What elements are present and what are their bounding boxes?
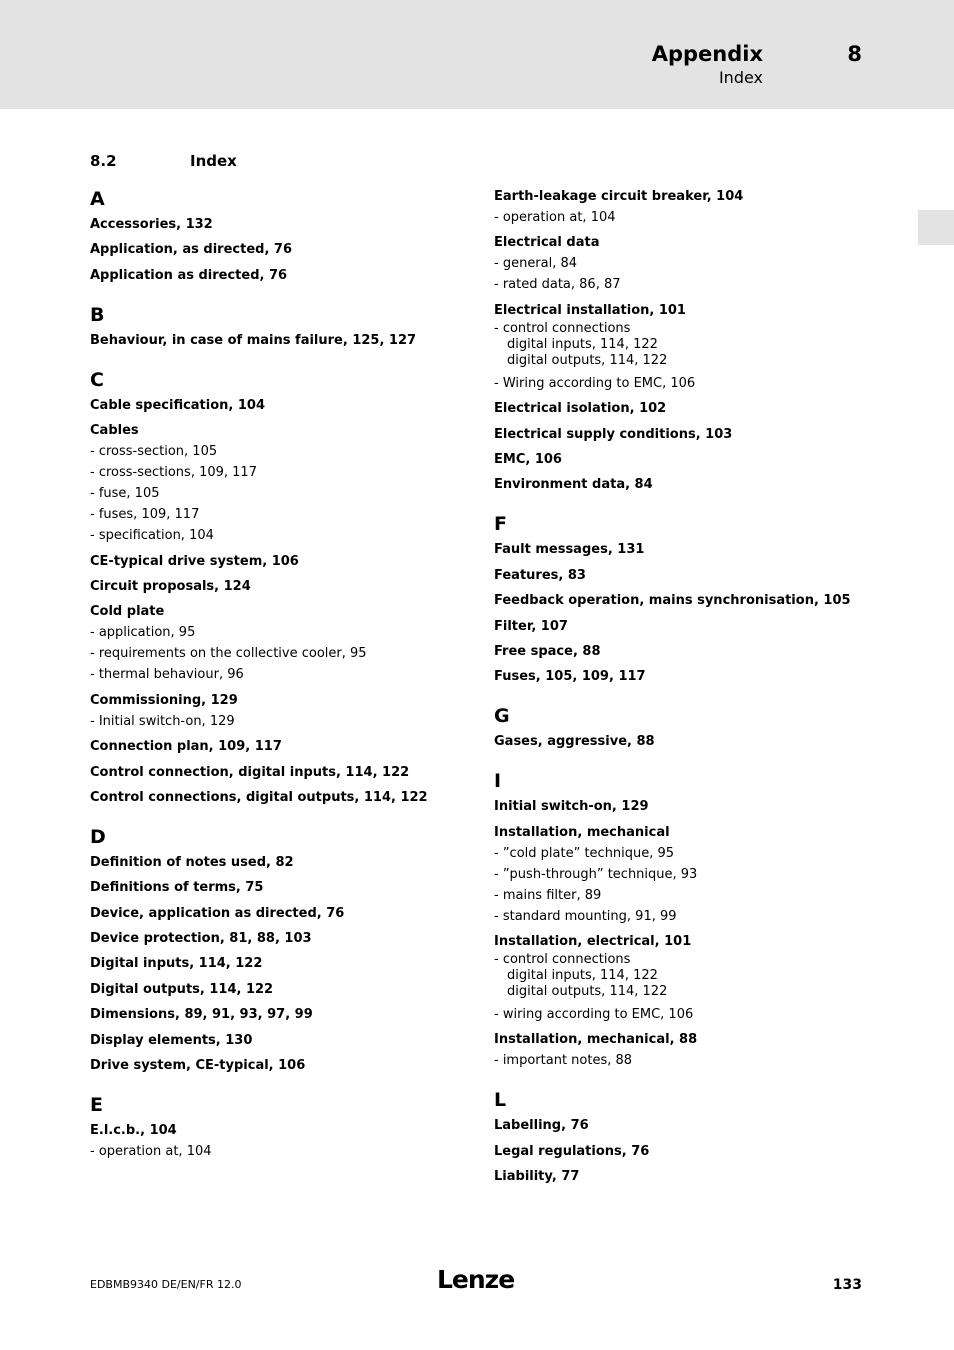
index-entry — [90, 736, 470, 757]
index-term: Device protection, 81, 88, 103 — [90, 931, 312, 947]
index-letter-heading: A — [90, 188, 105, 210]
index-term: Features, 83 — [494, 567, 586, 583]
index-term: Control connections, digital outputs, 114, 122 — [90, 789, 428, 805]
index-term: Earth-leakage circuit breaker, 104 — [494, 189, 744, 204]
index-term: Initial switch-on, 129 — [494, 799, 649, 815]
index-subentry: - operation at, 104 — [90, 1144, 212, 1160]
index-entry — [90, 395, 470, 416]
index-subentry: - operation at, 104 — [494, 210, 616, 225]
document-code: EDBMB9340 DE/EN/FR 12.0 — [90, 1278, 242, 1291]
index-subentry: - fuses, 109, 117 — [90, 507, 200, 523]
index-entry — [494, 1029, 894, 1071]
chapter-subtitle: Index — [718, 68, 763, 87]
index-subentry: - control connections — [494, 320, 631, 336]
index-subentry: - application, 95 — [90, 625, 196, 641]
index-letter-heading: B — [90, 303, 105, 326]
index-entry — [494, 796, 894, 817]
index-subentry: - wiring according to EMC, 106 — [494, 1007, 694, 1023]
index-term: Dimensions, 89, 91, 93, 97, 99 — [90, 1007, 313, 1023]
index-letter-heading: F — [494, 513, 507, 536]
index-entry — [90, 1004, 470, 1025]
index-entry — [494, 590, 894, 611]
index-entry — [90, 1055, 470, 1076]
index-subentry: - cross-section, 105 — [90, 444, 218, 460]
index-term: Installation, mechanical — [494, 824, 670, 840]
index-term: Fault messages, 131 — [494, 542, 645, 558]
index-entry — [90, 787, 470, 808]
index-term: Device, application as directed, 76 — [90, 905, 345, 921]
index-entry — [90, 1120, 470, 1162]
chapter-side-tab — [918, 210, 954, 245]
index-letter-heading: G — [494, 705, 510, 728]
lenze-logo: Lenze — [437, 1265, 515, 1294]
index-term: Filter, 107 — [494, 618, 568, 634]
index-term: Connection plan, 109, 117 — [90, 739, 282, 755]
index-term: Application, as directed, 76 — [90, 242, 293, 258]
index-entry — [494, 616, 894, 637]
index-subentry: - control connections — [494, 952, 631, 968]
index-subentry: - mains filter, 89 — [494, 887, 602, 903]
index-subentry: - cross-sections, 109, 117 — [90, 465, 257, 481]
index-term: Behaviour, in case of mains failure, 125, 127 — [90, 332, 417, 348]
index-entry — [90, 928, 470, 949]
index-entry — [90, 239, 470, 260]
index-entry — [90, 877, 470, 898]
index-entry — [90, 690, 470, 732]
index-term: EMC, 106 — [494, 451, 562, 467]
section-title: Index — [190, 152, 237, 170]
index-subentry: - ”cold plate” technique, 95 — [494, 845, 675, 861]
index-subentry: - fuse, 105 — [90, 486, 160, 502]
index-entry — [90, 953, 470, 974]
index-entry — [90, 265, 470, 286]
index-term: Control connection, digital inputs, 114, 122 — [90, 764, 410, 780]
index-subsubentry: digital outputs, 114, 122 — [507, 352, 668, 368]
index-term: Electrical isolation, 102 — [494, 401, 667, 417]
index-term: Accessories, 132 — [90, 217, 213, 232]
index-entry — [494, 641, 894, 662]
index-term: Installation, electrical, 101 — [494, 934, 692, 950]
index-entry — [90, 576, 470, 597]
index-term: E.l.c.b., 104 — [90, 1123, 177, 1139]
index-entry — [494, 565, 894, 586]
index-term: Free space, 88 — [494, 643, 601, 659]
index-term: Definition of notes used, 82 — [90, 854, 294, 870]
index-term: Electrical supply conditions, 103 — [494, 426, 733, 442]
index-entry — [90, 330, 470, 351]
index-term: Cables — [90, 423, 139, 439]
index-entry — [494, 666, 894, 687]
index-entry — [90, 903, 470, 924]
index-entry — [494, 822, 894, 927]
index-entry — [90, 214, 470, 235]
page-number: 133 — [832, 1277, 862, 1293]
index-entry — [494, 300, 894, 394]
index-subsubentry: digital outputs, 114, 122 — [507, 984, 668, 1000]
index-subsubentry: digital inputs, 114, 122 — [507, 336, 658, 352]
index-term: Digital inputs, 114, 122 — [90, 956, 263, 972]
index-term: Liability, 77 — [494, 1169, 580, 1185]
index-term: Definitions of terms, 75 — [90, 880, 264, 896]
index-term: Display elements, 130 — [90, 1032, 253, 1048]
index-term: Gases, aggressive, 88 — [494, 734, 655, 750]
index-subentry: - Initial switch-on, 129 — [90, 713, 235, 729]
index-entry — [494, 424, 894, 445]
index-entry — [494, 474, 894, 495]
index-letter-heading: D — [90, 825, 106, 848]
index-entry — [90, 762, 470, 783]
index-term: Cold plate — [90, 604, 165, 620]
index-term: Installation, mechanical, 88 — [494, 1032, 698, 1048]
index-entry — [494, 232, 894, 295]
index-term: Commissioning, 129 — [90, 692, 238, 708]
index-subentry: - standard mounting, 91, 99 — [494, 908, 677, 924]
index-term: Electrical data — [494, 235, 600, 251]
index-entry — [90, 1030, 470, 1051]
index-subentry: - rated data, 86, 87 — [494, 277, 621, 293]
index-term: Feedback operation, mains synchronisation, 105 — [494, 593, 851, 609]
index-term: Digital outputs, 114, 122 — [90, 981, 274, 997]
index-entry — [90, 852, 470, 873]
index-term: Circuit proposals, 124 — [90, 578, 251, 594]
index-term: Legal regulations, 76 — [494, 1143, 650, 1159]
index-entry — [494, 539, 894, 560]
index-subentry: - general, 84 — [494, 256, 578, 272]
index-term: Environment data, 84 — [494, 477, 653, 493]
index-term: Cable specification, 104 — [90, 397, 266, 413]
index-term: Electrical installation, 101 — [494, 302, 686, 318]
index-entry — [90, 601, 470, 685]
index-subentry: - thermal behaviour, 96 — [90, 667, 244, 683]
index-letter-heading: L — [494, 1089, 507, 1112]
index-subentry: - important notes, 88 — [494, 1053, 633, 1069]
index-entry — [494, 1166, 894, 1187]
index-term: Labelling, 76 — [494, 1118, 589, 1134]
chapter-number: 8 — [847, 42, 862, 66]
index-subentry: - Wiring according to EMC, 106 — [494, 375, 696, 391]
index-letter-heading: I — [494, 770, 502, 793]
index-entry — [494, 398, 894, 419]
index-term: Drive system, CE-typical, 106 — [90, 1058, 306, 1074]
index-letter-heading: C — [90, 368, 104, 391]
index-entry — [494, 931, 894, 1025]
index-subentry: - requirements on the collective cooler, 95 — [90, 646, 367, 662]
header-band — [0, 0, 954, 109]
index-entry — [90, 551, 470, 572]
index-entry — [494, 1115, 894, 1136]
index-entry — [90, 979, 470, 1000]
index-subentry: - specification, 104 — [90, 528, 214, 544]
chapter-title: Appendix — [651, 42, 763, 66]
index-entry — [494, 449, 894, 470]
index-entry — [494, 1141, 894, 1162]
index-column-right — [494, 186, 894, 1187]
index-subentry: - ”push-through” technique, 93 — [494, 866, 698, 882]
section-number: 8.2 — [90, 152, 117, 170]
index-term: Fuses, 105, 109, 117 — [494, 669, 646, 685]
index-entry — [494, 731, 894, 752]
index-term: CE-typical drive system, 106 — [90, 553, 299, 569]
index-term: Application as directed, 76 — [90, 267, 288, 283]
index-subsubentry: digital inputs, 114, 122 — [507, 968, 658, 984]
index-entry — [90, 420, 470, 546]
index-column-left — [90, 186, 470, 1162]
index-letter-heading: E — [90, 1094, 103, 1117]
index-entry — [494, 186, 894, 228]
